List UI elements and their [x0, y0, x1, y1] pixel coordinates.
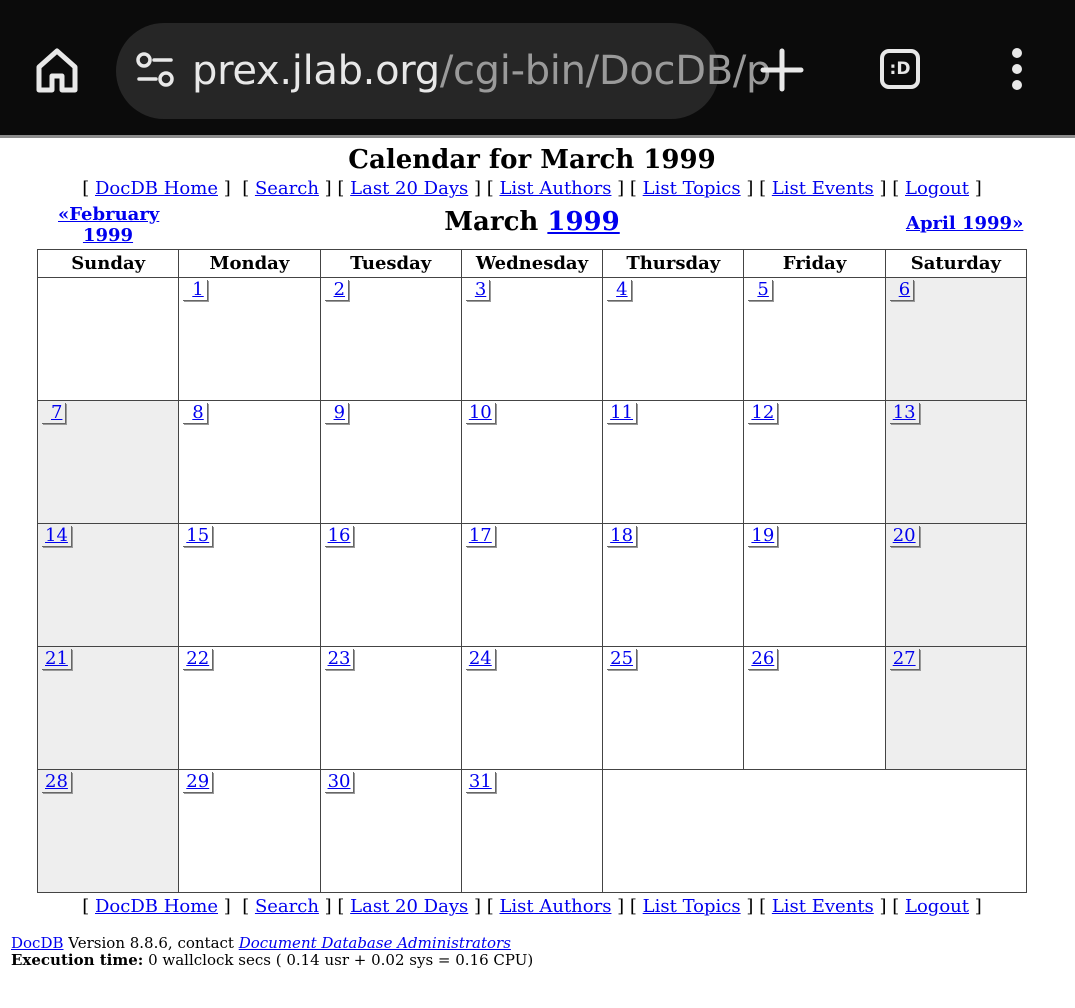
day-number-link[interactable]: 14 — [42, 526, 72, 547]
day-number-link[interactable]: 31 — [466, 772, 496, 793]
nav-list-topics-link[interactable]: List Topics — [642, 178, 741, 199]
more-vert-icon[interactable] — [1006, 48, 1028, 94]
nav-top: [ DocDB Home ] [ Search ] [ Last 20 Days ] [ List Authors ] [ List Topics ] [ List Events ] [ Logout ] — [82, 178, 982, 199]
weekday-thursday: Thursday — [603, 250, 744, 278]
address-bar[interactable] — [116, 23, 772, 119]
day-number-link[interactable]: 23 — [325, 649, 355, 670]
calendar-day-cell — [320, 278, 461, 401]
nav-list-events-link[interactable]: List Events — [771, 896, 874, 917]
weekday-header-row — [38, 250, 1027, 278]
footer-exec-line — [11, 952, 533, 969]
weekday-monday: Monday — [179, 250, 320, 278]
calendar-week-row — [38, 647, 1027, 770]
day-number-link[interactable]: 29 — [183, 772, 213, 793]
calendar-day-cell — [320, 524, 461, 647]
calendar-day-cell — [603, 524, 744, 647]
weekday-saturday: Saturday — [885, 250, 1026, 278]
nav-search-link[interactable]: Search — [254, 896, 319, 917]
footer-version-line — [11, 935, 533, 952]
footer — [11, 935, 533, 969]
day-number-link[interactable]: 7 — [42, 403, 66, 424]
calendar-day-cell — [320, 647, 461, 770]
day-number-link[interactable]: 26 — [748, 649, 778, 670]
calendar-day-cell — [461, 770, 602, 893]
calendar-day-cell — [885, 524, 1026, 647]
calendar-day-cell — [461, 524, 602, 647]
day-number-link[interactable]: 9 — [325, 403, 349, 424]
docdb-link[interactable]: DocDB — [11, 934, 64, 952]
day-number-link[interactable]: 30 — [325, 772, 355, 793]
calendar-day-cell — [320, 770, 461, 893]
new-tab-button[interactable] — [760, 48, 804, 92]
day-number-link[interactable]: 12 — [748, 403, 778, 424]
day-number-link[interactable]: 5 — [748, 280, 772, 301]
calendar-day-cell — [38, 401, 179, 524]
url-text[interactable] — [192, 23, 771, 119]
day-number-link[interactable]: 6 — [890, 280, 914, 301]
month-label: March — [444, 207, 539, 237]
calendar-day-cell — [179, 524, 320, 647]
weekday-sunday: Sunday — [38, 250, 179, 278]
calendar-empty-cell — [603, 770, 1027, 893]
calendar-day-cell — [603, 278, 744, 401]
calendar-day-cell — [885, 401, 1026, 524]
admin-contact-link[interactable]: Document Database Administrators — [238, 934, 511, 952]
weekday-tuesday: Tuesday — [320, 250, 461, 278]
day-number-link[interactable]: 16 — [325, 526, 355, 547]
calendar-day-cell — [38, 524, 179, 647]
calendar-day-cell — [885, 647, 1026, 770]
nav-search-link[interactable]: Search — [254, 178, 319, 199]
weekday-friday: Friday — [744, 250, 885, 278]
day-number-link[interactable]: 4 — [607, 280, 631, 301]
calendar-day-cell — [179, 401, 320, 524]
calendar-day-cell — [179, 278, 320, 401]
calendar-day-cell — [179, 770, 320, 893]
nav-logout-link[interactable]: Logout — [905, 178, 969, 199]
site-settings-icon[interactable] — [136, 51, 174, 89]
year-link[interactable]: 1999 — [547, 207, 620, 237]
prev-month-year: 1999 — [82, 225, 134, 246]
calendar-week-row — [38, 770, 1027, 893]
day-number-link[interactable]: 1 — [183, 280, 207, 301]
calendar-day-cell — [744, 401, 885, 524]
calendar-day-cell — [885, 278, 1026, 401]
day-number-link[interactable]: 19 — [748, 526, 778, 547]
plus-icon — [760, 48, 804, 92]
calendar-day-cell — [744, 524, 885, 647]
day-number-link[interactable]: 2 — [325, 280, 349, 301]
home-button[interactable] — [34, 46, 80, 94]
nav-docdb-home-link[interactable]: DocDB Home — [95, 178, 218, 199]
nav-list-topics-link[interactable]: List Topics — [642, 896, 741, 917]
calendar-day-cell — [744, 647, 885, 770]
day-number-link[interactable]: 25 — [607, 649, 637, 670]
day-number-link[interactable]: 13 — [890, 403, 920, 424]
calendar-day-cell — [744, 278, 885, 401]
day-number-link[interactable]: 3 — [466, 280, 490, 301]
day-number-link[interactable]: 24 — [466, 649, 496, 670]
nav-last-20-days-link[interactable]: Last 20 Days — [350, 178, 469, 199]
url-path: /cgi-bin/DocDB/p — [439, 48, 772, 94]
day-number-link[interactable]: 18 — [607, 526, 637, 547]
page-title: Calendar for March 1999 — [348, 145, 716, 175]
calendar-day-cell — [320, 401, 461, 524]
day-number-link[interactable]: 8 — [183, 403, 207, 424]
nav-last-20-days-link[interactable]: Last 20 Days — [350, 896, 469, 917]
day-number-link[interactable]: 20 — [890, 526, 920, 547]
day-number-link[interactable]: 27 — [890, 649, 920, 670]
calendar-week-row — [38, 524, 1027, 647]
nav-list-authors-link[interactable]: List Authors — [499, 896, 612, 917]
calendar-week-row — [38, 401, 1027, 524]
calendar-day-cell — [38, 770, 179, 893]
calendar-grid — [37, 249, 1027, 893]
calendar-day-cell — [461, 278, 602, 401]
calendar-empty-cell — [38, 278, 179, 401]
calendar-week-row — [38, 278, 1027, 401]
calendar-day-cell — [603, 647, 744, 770]
prev-month-name: «February — [58, 204, 160, 225]
version-text: Version 8.8.6, contact — [63, 934, 239, 952]
day-number-link[interactable]: 28 — [42, 772, 72, 793]
day-number-link[interactable]: 10 — [466, 403, 496, 424]
nav-list-authors-link[interactable]: List Authors — [499, 178, 612, 199]
calendar-day-cell — [179, 647, 320, 770]
url-host: prex.jlab.org — [192, 48, 440, 94]
nav-list-events-link[interactable]: List Events — [771, 178, 874, 199]
day-number-link[interactable]: 15 — [183, 526, 213, 547]
next-month-link[interactable]: April 1999» — [906, 213, 1024, 234]
day-number-link[interactable]: 17 — [466, 526, 496, 547]
exec-time-label: Execution time: — [11, 951, 144, 969]
calendar-day-cell — [461, 647, 602, 770]
calendar-day-cell — [38, 647, 179, 770]
calendar-day-cell — [603, 401, 744, 524]
calendar-day-cell — [461, 401, 602, 524]
month-heading — [0, 207, 1064, 237]
exec-time-value: 0 wallclock secs ( 0.14 usr + 0.02 sys = 0.16 CPU) — [143, 951, 534, 969]
browser-toolbar — [0, 0, 1075, 138]
weekday-wednesday: Wednesday — [461, 250, 602, 278]
nav-bottom: [ DocDB Home ] [ Search ] [ Last 20 Days ] [ List Authors ] [ List Topics ] [ List Events ] [ Logout ] — [82, 896, 982, 917]
day-number-link[interactable]: 22 — [183, 649, 213, 670]
nav-logout-link[interactable]: Logout — [905, 896, 969, 917]
day-number-link[interactable]: 21 — [42, 649, 72, 670]
tab-switcher-icon[interactable]: :D — [880, 49, 920, 89]
home-icon — [34, 46, 80, 94]
nav-docdb-home-link[interactable]: DocDB Home — [95, 896, 218, 917]
day-number-link[interactable]: 11 — [607, 403, 637, 424]
